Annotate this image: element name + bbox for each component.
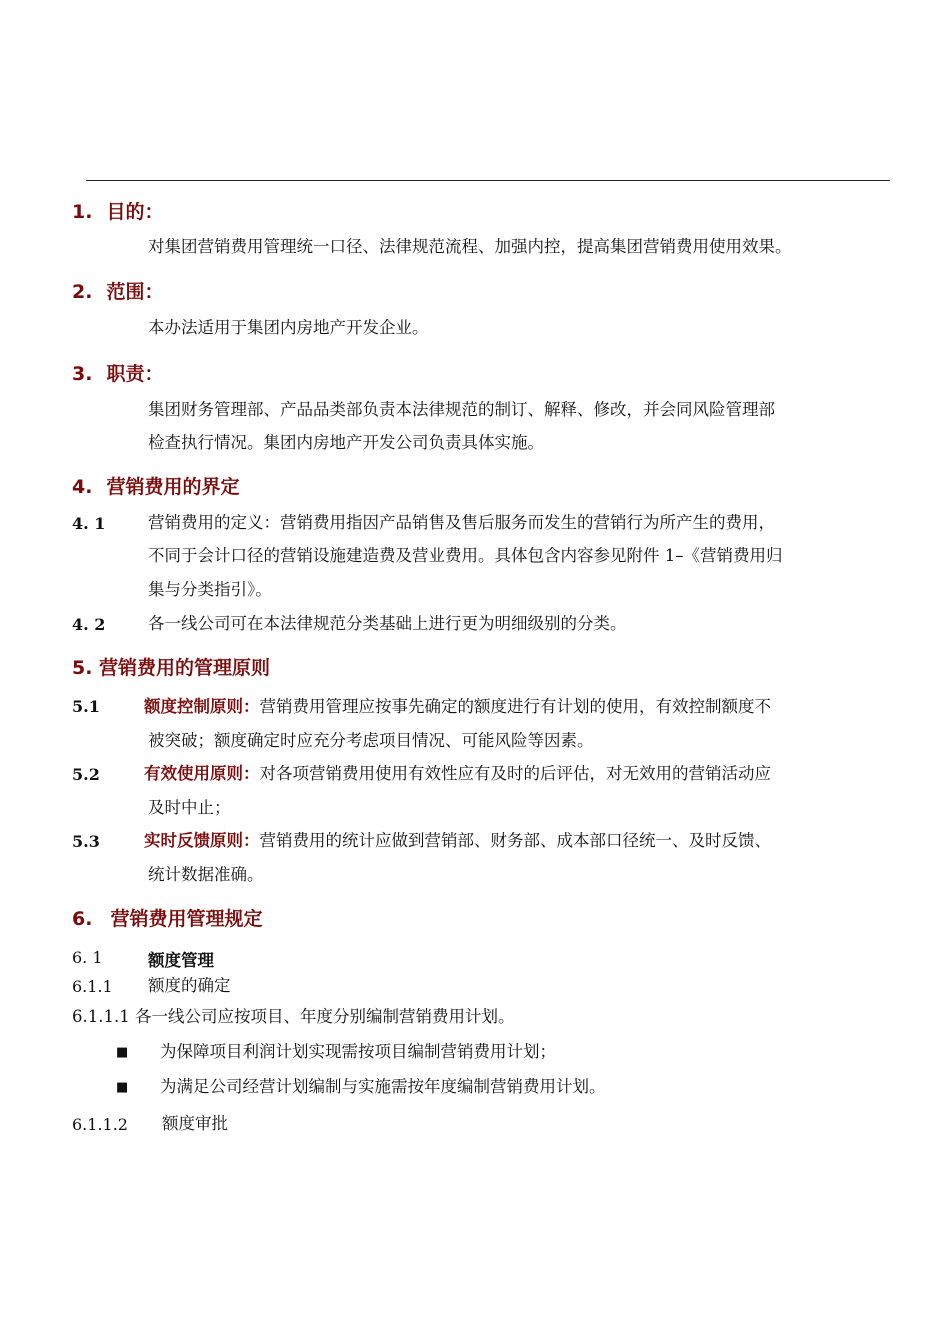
- item-4-1-number: 4. 1: [72, 514, 106, 533]
- section-6-number: 6.: [72, 908, 93, 930]
- section-3-line-1: 集团财务管理部、产品品类部负责本法律规范的制订、解释、修改，并会同风险管理部: [148, 400, 775, 419]
- item-5-3-line-1: [144, 831, 771, 851]
- item-5-1-line-1: [144, 697, 771, 717]
- section-6-heading: [72, 904, 262, 931]
- section-2-number: 2.: [72, 281, 93, 303]
- subsection-6-1-1-title: 额度的确定: [148, 976, 231, 995]
- item-5-3-line-2: 统计数据准确。: [148, 865, 264, 884]
- bullet-item-2: 为满足公司经营计划编制与实施需按年度编制营销费用计划。: [160, 1077, 606, 1096]
- item-5-1-line-2: 被突破；额度确定时应充分考虑项目情况、可能风险等因素。: [148, 731, 594, 750]
- section-2-heading: [72, 277, 163, 304]
- item-4-1-line-2: 不同于会计口径的营销设施建造费及营业费用。具体包含内容参见附件 1–《营销费用归: [148, 546, 783, 565]
- item-4-1-line-1: 营销费用的定义：营销费用指因产品销售及售后服务而发生的营销行为所产生的费用，: [148, 513, 775, 532]
- section-1-paragraph: 对集团营销费用管理统一口径、法律规范流程、加强内控，提高集团营销费用使用效果。: [148, 237, 792, 256]
- item-5-1-text: 营销费用管理应按事先确定的额度进行有计划的使用，有效控制额度不: [259, 697, 771, 716]
- section-1-title: 目的：: [106, 201, 164, 223]
- item-5-2-line-2: 及时中止；: [148, 798, 231, 817]
- item-5-2-line-1: [144, 764, 771, 784]
- section-2-title: 范围：: [106, 281, 164, 303]
- black-square-bullet-icon: ■: [116, 1045, 129, 1060]
- section-3-heading: [72, 359, 163, 386]
- section-3-title: 职责：: [106, 363, 164, 385]
- section-4-heading: [72, 472, 239, 499]
- item-5-2-label: 有效使用原则：: [144, 764, 260, 783]
- subsection-6-1-1-number: 6.1.1: [72, 977, 113, 996]
- section-4-number: 4.: [72, 476, 93, 498]
- subsection-6-1-number: 6. 1: [72, 948, 103, 967]
- item-5-3-number: 5.3: [72, 832, 100, 851]
- black-square-bullet-icon: ■: [116, 1080, 129, 1095]
- section-6-title: 营销费用管理规定: [110, 908, 263, 930]
- section-1-number: 1.: [72, 201, 93, 223]
- section-3-number: 3.: [72, 363, 93, 385]
- subsection-6-1-1-2-title: 额度审批: [162, 1114, 228, 1133]
- section-4-title: 营销费用的界定: [106, 476, 240, 498]
- subsection-6-1-1-2-number: 6.1.1.2: [72, 1115, 128, 1134]
- item-4-1-line-3: 集与分类指引》。: [148, 580, 272, 599]
- subsection-6-1-title: 额度管理: [148, 951, 214, 970]
- section-5-heading: 5. 营销费用的管理原则: [72, 657, 271, 679]
- header-rule: [86, 180, 890, 181]
- section-1-heading: [72, 197, 163, 224]
- item-5-2-text: 对各项营销费用使用有效性应有及时的后评估，对无效用的营销活动应: [259, 764, 771, 783]
- item-5-2-number: 5.2: [72, 765, 100, 784]
- section-2-paragraph: 本办法适用于集团内房地产开发企业。: [148, 318, 429, 337]
- item-5-3-label: 实时反馈原则：: [144, 831, 260, 850]
- item-5-3-text: 营销费用的统计应做到营销部、财务部、成本部口径统一、及时反馈、: [259, 831, 771, 850]
- bullet-item-1: 为保障项目利润计划实现需按项目编制营销费用计划；: [160, 1042, 556, 1061]
- item-5-1-number: 5.1: [72, 697, 100, 716]
- section-3-line-2: 检查执行情况。集团内房地产开发公司负责具体实施。: [148, 433, 544, 452]
- item-4-2-line-1: 各一线公司可在本法律规范分类基础上进行更为明细级别的分类。: [148, 614, 627, 633]
- item-5-1-label: 额度控制原则：: [144, 697, 260, 716]
- subsection-6-1-1-1: 6.1.1.1 各一线公司应按项目、年度分别编制营销费用计划。: [72, 1007, 515, 1026]
- item-4-2-number: 4. 2: [72, 615, 106, 634]
